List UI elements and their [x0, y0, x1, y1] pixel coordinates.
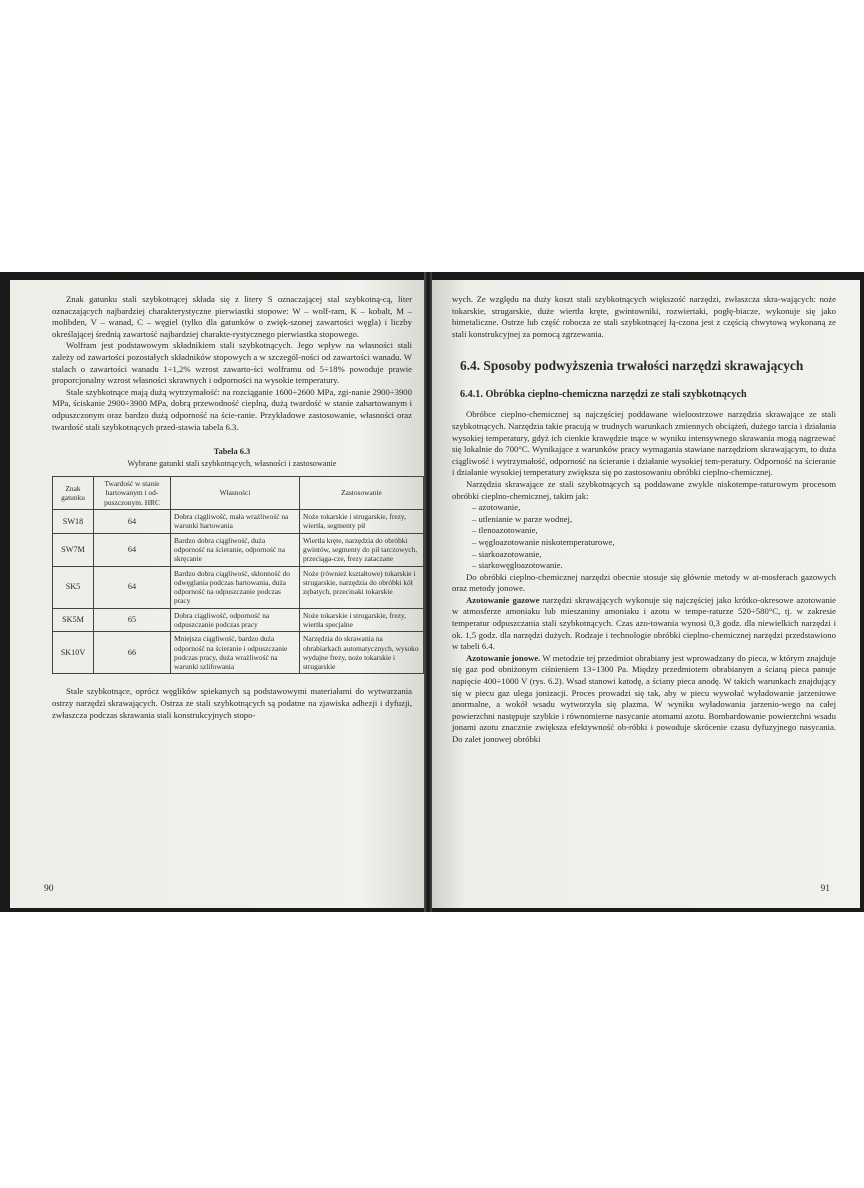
table-cell: 65 — [94, 608, 171, 632]
book-spread — [0, 272, 864, 912]
table-cell: Bardzo dobra ciągliwość, duża odporność na ścieranie, odporność na skręcanie — [171, 533, 300, 566]
table-row — [53, 608, 424, 632]
page-number: 90 — [44, 884, 54, 894]
paragraph: Narzędzia skrawające ze stali szybkotnących są poddawane zwykle niskotempe-raturowym procesom obróbki cieplno-chemicznej, takim jak: — [452, 478, 836, 501]
table-title: Tabela 6.3 — [213, 447, 251, 457]
table-cell: 66 — [94, 632, 171, 674]
table-header-row — [53, 477, 424, 510]
paragraph: Stale szybkotnące, oprócz węglików spiekanych są podstawowymi materiałami do wytwarzania ostrzy narzędzi skrawających. Ostrza ze stali szybkotnących są podatne na zjawiska adhezji i dyfuzji, zwłaszcza podczas skrawania stali konstrukcyjnych stopo- — [52, 686, 412, 720]
table-caption: Wybrane gatunki stali szybkotnących, własności i zastosowanie — [127, 459, 337, 469]
paragraph: Znak gatunku stali szybkotnącej składa się z litery S oznaczającej stal szybkotną-cą, liter oznaczających najbardziej charakterystyczne pierwiastki stopowe: W – wolf-ram, K – kobalt, M – molibden, V – wanad, C – węgiel (tylko dla gatunków o zwięk-szonej zawartości węgla) i liczby określającej średnią zawartość najbardziej charakte-rystycznego pierwiastka stopowego. — [52, 294, 412, 339]
paragraph — [452, 653, 836, 746]
paragraph: wych. Ze względu na duży koszt stali szybkotnących większość narzędzi, zwłaszcza skra-wających: noże tokarskie, strugarskie, duże wiertła kręte, gwintowniki, rozwiertaki, pogłę-biacze, wykonuje się jako bimetaliczne. Ostrze lub część robocza ze stali szybkotnącej łą-czona jest z częścią chwytową wykonaną ze stali konstrukcyjnej za pomocą zgrzewania. — [452, 294, 836, 339]
list-item: – tlenoazotowanie, — [472, 525, 836, 537]
table-cell: SW7M — [53, 533, 94, 566]
table-cell: 64 — [94, 533, 171, 566]
page-number: 91 — [820, 884, 830, 894]
left-page — [10, 280, 424, 908]
column-header: Własności — [171, 477, 300, 510]
section-heading: 6.4. Sposoby podwyższenia trwałości narzędzi skrawających — [460, 358, 804, 374]
table-cell: 64 — [94, 566, 171, 608]
table-cell: SK5M — [53, 608, 94, 632]
table-cell: SK10V — [53, 632, 94, 674]
paragraph — [452, 595, 836, 653]
column-header: Twardość w stanie hartowanym i od-puszczonym. HRC — [94, 477, 171, 510]
table-row — [53, 566, 424, 608]
table-cell: Dobra ciągliwość, odporność na odpuszczanie podczas pracy — [171, 608, 300, 632]
column-header: Zastosowanie — [300, 477, 424, 510]
paragraph: Stale szybkotnące mają dużą wytrzymałość: na rozciąganie 1600÷2600 MPa, zgi-nanie 2900÷3900 MPa, ściskanie 2900÷3900 MPa, dobrą przewodność cieplną, dużą twardość w stanie zahartowanym i odpuszczonym oraz bardzo dużą odporność na ście-ranie. Przykładowe zastosowanie, własności oraz twardość stali szybkotnących przed-stawia tabela 6.3. — [52, 386, 412, 432]
table-cell: Dobra ciągliwość, mała wrażliwość na warunki hartowania — [171, 510, 300, 534]
right-page — [432, 280, 860, 908]
list-item: – utlenianie w parze wodnej, — [472, 514, 836, 526]
list-item: – węgloazotowanie niskotemperaturowe, — [472, 537, 836, 549]
table-cell: Noże tokarskie i strugarskie, frezy, wiertła specjalne — [300, 608, 424, 632]
subsection-heading: 6.4.1. Obróbka cieplno-chemiczna narzędzi ze stali szybkotnących — [460, 389, 747, 401]
list-item: – siarkowęgloazotowanie. — [472, 560, 836, 572]
table-cell: Bardzo dobra ciągliwość, skłonność do odwęglania podczas hartowania, duża odporność na odpuszczanie podczas pracy — [171, 566, 300, 608]
paragraph: Wolfram jest podstawowym składnikiem stali szybkotnących. Jego wpływ na własności stali zależy od zawartości pozostałych składników stopowych a w szczegól-ności od zawartości wanadu. W stalach o zawartości wanadu 1÷1,2% wzrost zawarto-ści wolframu od 5÷18% powoduje prawie proporcjonalny wzrost własności skrawnych i odporności na wysokie temperatury. — [52, 340, 412, 386]
paragraph: Obróbce cieplno-chemicznej są najczęściej poddawane wieloostrzowe narzędzia skrawające ze stali szybkotnących. Narzędzia takie pracują w trudnych warunkach zmiennych obciążeń, dużego tarcia i działania wysokiej temperatury, gdyż ich cienkie krawędzie tnące w wyniku intensywnego skrawania mogą nagrzewać się lokalnie do 700°C. Wynikające z warunków pracy wymagania stawiane narzędziom skrawającym, to duża ciągliwość i wytrzymałość, odporność na ścieranie i działanie wysokiej tem-peratury. Odporność na ścieranie i działanie wysokiej temperatury zwiększa się po zastosowaniu obróbki cieplno-chemicznej. — [452, 409, 836, 478]
table-cell: SW18 — [53, 510, 94, 534]
table-cell: Narzędzia do skrawania na obrabiarkach automatycznych, wysoko wydajne frezy, noże tokarskie i strugarskie — [300, 632, 424, 674]
list-item: – azotowanie, — [472, 502, 836, 514]
book-gutter — [424, 272, 432, 912]
paragraph: Do obróbki cieplno-chemicznej narzędzi obecnie stosuje się głównie metody w at-mosferach gazowych oraz metody jonowe. — [452, 571, 836, 594]
bold-term: Azotowanie jonowe. — [466, 652, 541, 663]
table-row — [53, 510, 424, 534]
table-row — [53, 632, 424, 674]
table-cell: SK5 — [53, 566, 94, 608]
steel-grades-table — [52, 476, 424, 674]
table-cell: Noże (również kształtowe) tokarskie i strugarskie, narzędzia do obróbki kół zębatych, przecinaki tokarskie — [300, 566, 424, 608]
bold-term: Azotowanie gazowe — [466, 594, 540, 605]
paragraph-text: W metodzie tej przedmiot obrabiany jest wprowadzany do pieca, w którym znajduje się gaz pod obniżonym ciśnieniem 13÷1300 Pa. Między przedmiotem obrabianym a ścianą pieca panuje napięcie 400÷1000 V (rys. 6.2). Wsad stanowi katodę, a ściany pieca anodę. W takich warunkach znajdujący się w piecu gaz ulega jonizacji. Proces prowadzi się tak, aby w piecu wywołać wyładowanie jarzeniowe anormalne, a wokół wsadu wytworzyła się plazma. W wyniku wyładowania jarzenio-wego na całej powierzchni następuje szybkie i równomierne nasycanie atomami azotu. Bombardowanie powierzchni wsadu jonami azotu znacznie zwiększa efektywność ob-róbki i powoduje skrócenie czasu dyfuzyjnego nasycania. Do zalet jonowej obróbki — [452, 652, 836, 744]
list-item: – siarkoazotowanie, — [472, 549, 836, 561]
column-header: Znak gatunku — [53, 477, 94, 510]
table-cell: Wiertła kręte, narzędzia do obróbki gwintów, segmenty do pił tarczowych, przeciąga-cze, frezy zataczane — [300, 533, 424, 566]
paragraph-text: narzędzi skrawających wykonuje się najczęściej jako krótko-okresowe azotowanie w atmosferze amoniaku lub mieszaniny amoniaku i azotu w tempe-raturze 520÷580°C, tj. w zakresie temperatur odpuszczania stali szybkotnących. Czas azo-towania wynosi 0,3 godz. dla niewielkich narzędzi i ok. 1,5 godz. dla narzędzi dużych. Rodzaje i technologie obróbki cieplno-chemicznej narzędzi przedstawiono w tabeli 6.4. — [452, 594, 836, 652]
process-list — [452, 502, 836, 572]
table-cell: Noże tokarskie i strugarskie, frezy, wiertła, segmenty pił — [300, 510, 424, 534]
table-cell: Mniejsza ciągliwość, bardzo duża odporność na ścieranie i odpuszczanie podczas pracy, duża wrażliwość na warunki szlifowania — [171, 632, 300, 674]
table-cell: 64 — [94, 510, 171, 534]
table-row — [53, 533, 424, 566]
